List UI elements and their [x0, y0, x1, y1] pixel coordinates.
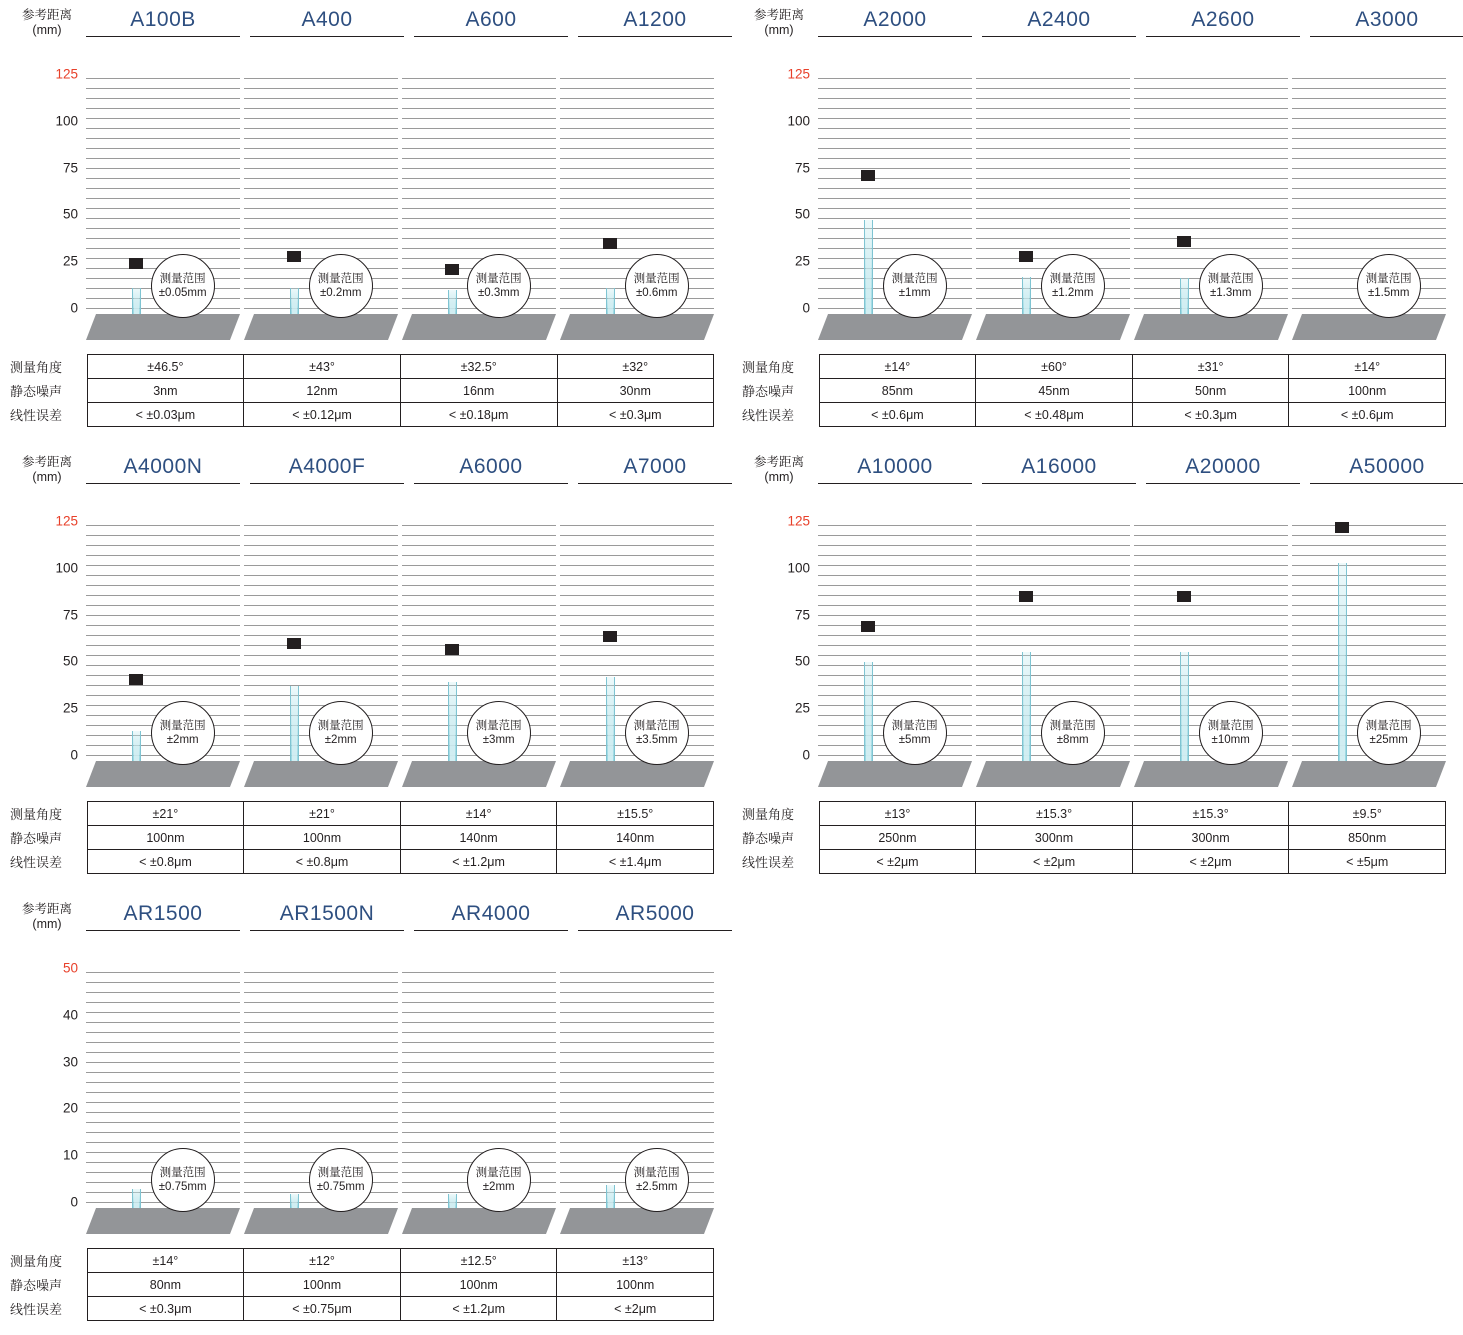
bubble-value: ±0.2mm — [319, 287, 362, 299]
spec-row-noise — [8, 1273, 714, 1297]
spec-value-linearity-A1200: < ±0.3μm — [557, 403, 714, 427]
spec-row-linearity — [740, 850, 1446, 874]
spec-value-noise-A6000: 140nm — [400, 826, 557, 850]
y-tick-50: 50 — [794, 206, 810, 222]
y-tick-100: 100 — [787, 113, 810, 129]
header-separator — [240, 902, 250, 931]
y-tick-50: 50 — [62, 653, 78, 669]
ground-plane — [86, 314, 240, 340]
y-axis-title-line1: 参考距离 — [21, 455, 72, 469]
spec-row-noise — [8, 826, 714, 850]
target-marker — [861, 170, 875, 181]
y-axis-title-line2: (mm) — [764, 23, 794, 37]
bubble-value: ±2mm — [324, 734, 357, 746]
spec-value-linearity-A2000: < ±0.6μm — [819, 403, 976, 427]
header-separator — [240, 8, 250, 37]
spec-label-noise: 静态噪声 — [742, 831, 795, 846]
spec-value-angle-A10000: ±13° — [819, 802, 976, 826]
range-bubble-AR1500 — [151, 1148, 215, 1212]
header-separator — [1136, 8, 1146, 37]
spec-value-noise-A50000: 850nm — [1289, 826, 1446, 850]
model-name-AR4000: AR4000 — [414, 902, 568, 931]
y-tick-30: 30 — [62, 1054, 78, 1070]
header-separator — [404, 8, 414, 37]
spec-label-noise: 静态噪声 — [10, 1278, 63, 1293]
model-name-A1200: A1200 — [578, 8, 732, 37]
bubble-value: ±1.2mm — [1051, 287, 1094, 299]
spec-label-noise: 静态噪声 — [10, 831, 63, 846]
target-marker — [1019, 251, 1033, 262]
spec-value-angle-A2600: ±31° — [1132, 355, 1289, 379]
bubble-title: 测量范围 — [633, 720, 680, 732]
spec-value-noise-A600: 16nm — [400, 379, 557, 403]
header-separator — [568, 902, 578, 931]
y-axis-title — [8, 902, 86, 932]
bubble-value: ±0.6mm — [635, 287, 678, 299]
spec-value-noise-A20000: 300nm — [1132, 826, 1289, 850]
bubble-title: 测量范围 — [475, 720, 522, 732]
y-tick-25: 25 — [62, 700, 78, 716]
spec-value-linearity-A20000: < ±2μm — [1132, 850, 1289, 874]
y-tick-50: 50 — [794, 653, 810, 669]
model-name-AR5000: AR5000 — [578, 902, 732, 931]
spec-row-angle — [8, 802, 714, 826]
spec-row-angle — [740, 355, 1446, 379]
target-marker — [287, 638, 301, 649]
ground-plane — [976, 761, 1130, 787]
bubble-value: ±1.3mm — [1209, 287, 1252, 299]
spec-label-noise: 静态噪声 — [742, 384, 795, 399]
y-tick-125: 125 — [787, 66, 810, 82]
measurement-beam — [290, 288, 299, 314]
spec-value-angle-A4000F: ±21° — [244, 802, 401, 826]
target-marker — [1177, 236, 1191, 247]
spec-value-angle-A1200: ±32° — [557, 355, 714, 379]
spec-value-noise-A4000N: 100nm — [87, 826, 244, 850]
y-axis-ticks — [740, 513, 810, 787]
header-separator — [1300, 455, 1310, 484]
bubble-value: ±8mm — [1056, 734, 1089, 746]
spec-value-angle-AR5000: ±13° — [557, 1249, 714, 1273]
y-tick-0: 0 — [70, 1194, 78, 1210]
spec-row-linearity — [740, 403, 1446, 427]
y-axis-title — [8, 8, 86, 38]
measurement-beam — [606, 677, 615, 761]
measurement-beam — [1180, 652, 1189, 761]
y-tick-25: 25 — [794, 700, 810, 716]
spec-value-angle-AR1500N: ±12° — [244, 1249, 401, 1273]
target-marker — [1177, 591, 1191, 602]
measurement-beam — [448, 290, 457, 314]
spec-value-noise-A3000: 100nm — [1289, 379, 1446, 403]
target-marker — [603, 238, 617, 249]
model-header-row — [86, 902, 732, 931]
spec-value-angle-A4000N: ±21° — [87, 802, 244, 826]
ground-plane — [818, 314, 972, 340]
spec-value-linearity-A4000F: < ±0.8μm — [244, 850, 401, 874]
spec-value-linearity-A6000: < ±1.2μm — [400, 850, 557, 874]
spec-label-angle: 测量角度 — [742, 807, 795, 822]
bubble-title: 测量范围 — [475, 1167, 522, 1179]
spec-value-linearity-A400: < ±0.12μm — [244, 403, 401, 427]
bubble-title: 测量范围 — [1207, 273, 1254, 285]
ground-plane — [244, 1208, 398, 1234]
range-bubble-A6000 — [467, 701, 531, 765]
model-header-row — [86, 8, 732, 37]
y-tick-100: 100 — [55, 560, 78, 576]
y-tick-75: 75 — [62, 607, 78, 623]
measurement-beam — [864, 220, 873, 314]
y-tick-25: 25 — [62, 253, 78, 269]
range-bubble-A3000 — [1357, 254, 1421, 318]
ground-plane — [560, 314, 714, 340]
spec-row-angle — [8, 1249, 714, 1273]
model-name-A600: A600 — [414, 8, 568, 37]
spec-table — [8, 801, 714, 874]
spec-label-linearity: 线性误差 — [10, 1302, 63, 1317]
spec-label-angle: 测量角度 — [10, 1254, 63, 1269]
measurement-beam — [1180, 278, 1189, 314]
model-name-AR1500N: AR1500N — [250, 902, 404, 931]
measurement-beam — [606, 288, 615, 314]
bubble-title: 测量范围 — [159, 1167, 206, 1179]
spec-value-noise-AR1500: 80nm — [87, 1273, 244, 1297]
model-name-AR1500: AR1500 — [86, 902, 240, 931]
spec-value-angle-A50000: ±9.5° — [1289, 802, 1446, 826]
y-axis-title-line1: 参考距离 — [21, 8, 72, 22]
spec-value-noise-AR5000: 100nm — [557, 1273, 714, 1297]
y-tick-125: 125 — [787, 513, 810, 529]
y-tick-0: 0 — [70, 747, 78, 763]
ground-plane — [402, 314, 556, 340]
ground-plane — [402, 761, 556, 787]
target-marker — [603, 631, 617, 642]
measurement-beam — [132, 1189, 141, 1208]
spec-value-noise-A2000: 85nm — [819, 379, 976, 403]
spec-value-linearity-A16000: < ±2μm — [976, 850, 1133, 874]
range-bubble-A100B — [151, 254, 215, 318]
spec-label-linearity: 线性误差 — [742, 408, 795, 423]
y-axis-title — [8, 455, 86, 485]
model-name-A2400: A2400 — [982, 8, 1136, 37]
header-separator — [972, 455, 982, 484]
bubble-value: ±0.3mm — [477, 287, 520, 299]
spec-value-linearity-A4000N: < ±0.8μm — [87, 850, 244, 874]
range-bubble-A16000 — [1041, 701, 1105, 765]
range-bubble-AR5000 — [625, 1148, 689, 1212]
y-axis-ticks — [8, 960, 78, 1234]
range-bubble-A20000 — [1199, 701, 1263, 765]
spec-label-linearity: 线性误差 — [10, 855, 63, 870]
y-tick-125: 125 — [55, 66, 78, 82]
header-separator — [568, 8, 578, 37]
model-name-A4000F: A4000F — [250, 455, 404, 484]
spec-value-noise-A16000: 300nm — [976, 826, 1133, 850]
spec-row-angle — [740, 802, 1446, 826]
spec-value-noise-A100B: 3nm — [87, 379, 244, 403]
bubble-title: 测量范围 — [317, 273, 364, 285]
ground-plane — [1292, 314, 1446, 340]
model-name-A7000: A7000 — [578, 455, 732, 484]
measurement-beam — [132, 731, 141, 761]
spec-value-linearity-AR1500N: < ±0.75μm — [244, 1297, 401, 1321]
y-tick-0: 0 — [802, 747, 810, 763]
model-header-row — [818, 8, 1463, 37]
bubble-title: 测量范围 — [1365, 273, 1412, 285]
spec-label-noise: 静态噪声 — [10, 384, 63, 399]
y-axis-title — [740, 455, 818, 485]
bubble-value: ±2mm — [482, 1181, 515, 1193]
measurement-beam — [1022, 652, 1031, 761]
ground-plane — [560, 761, 714, 787]
model-name-A100B: A100B — [86, 8, 240, 37]
spec-value-angle-A3000: ±14° — [1289, 355, 1446, 379]
y-tick-10: 10 — [62, 1147, 78, 1163]
y-axis-title-line1: 参考距离 — [21, 902, 72, 916]
range-bubble-A2000 — [883, 254, 947, 318]
spec-table — [740, 354, 1446, 427]
y-axis-ticks — [740, 66, 810, 340]
spec-label-angle: 测量角度 — [10, 360, 63, 375]
range-bubble-A600 — [467, 254, 531, 318]
spec-value-angle-A20000: ±15.3° — [1132, 802, 1289, 826]
model-name-A400: A400 — [250, 8, 404, 37]
spec-value-angle-A7000: ±15.5° — [557, 802, 714, 826]
y-tick-100: 100 — [55, 113, 78, 129]
header-separator — [972, 8, 982, 37]
model-name-A20000: A20000 — [1146, 455, 1300, 484]
ground-plane — [976, 314, 1130, 340]
measurement-beam — [132, 288, 141, 314]
y-axis-ticks — [8, 66, 78, 340]
bubble-title: 测量范围 — [1049, 273, 1096, 285]
measurement-beam — [448, 1194, 457, 1208]
bubble-value: ±25mm — [1369, 734, 1408, 746]
bubble-title: 测量范围 — [1049, 720, 1096, 732]
target-marker — [287, 251, 301, 262]
spec-value-noise-AR1500N: 100nm — [244, 1273, 401, 1297]
model-header-row — [818, 455, 1463, 484]
spec-table — [8, 354, 714, 427]
model-name-A16000: A16000 — [982, 455, 1136, 484]
target-marker — [1335, 522, 1349, 533]
spec-value-angle-A100B: ±46.5° — [87, 355, 244, 379]
range-bubble-A2600 — [1199, 254, 1263, 318]
spec-value-linearity-AR5000: < ±2μm — [557, 1297, 714, 1321]
model-name-A50000: A50000 — [1310, 455, 1463, 484]
spec-value-noise-A400: 12nm — [244, 379, 401, 403]
bubble-value: ±3.5mm — [635, 734, 678, 746]
measurement-beam — [448, 682, 457, 761]
model-header-row — [86, 455, 732, 484]
y-axis-ticks — [8, 513, 78, 787]
ground-plane — [560, 1208, 714, 1234]
spec-value-noise-AR4000: 100nm — [400, 1273, 557, 1297]
ground-plane — [244, 314, 398, 340]
range-bubble-A50000 — [1357, 701, 1421, 765]
bubble-value: ±5mm — [898, 734, 931, 746]
target-marker — [445, 644, 459, 655]
spec-value-angle-A400: ±43° — [244, 355, 401, 379]
header-separator — [240, 455, 250, 484]
model-name-A4000N: A4000N — [86, 455, 240, 484]
spec-row-linearity — [8, 403, 714, 427]
bubble-value: ±3mm — [482, 734, 515, 746]
bubble-title: 测量范围 — [891, 273, 938, 285]
bubble-value: ±1mm — [898, 287, 931, 299]
spec-row-noise — [740, 379, 1446, 403]
range-bubble-A4000F — [309, 701, 373, 765]
bubble-title: 测量范围 — [475, 273, 522, 285]
ground-plane — [1134, 761, 1288, 787]
spec-value-angle-AR1500: ±14° — [87, 1249, 244, 1273]
ground-plane — [86, 1208, 240, 1234]
bubble-title: 测量范围 — [317, 1167, 364, 1179]
spec-value-linearity-AR1500: < ±0.3μm — [87, 1297, 244, 1321]
spec-value-noise-A4000F: 100nm — [244, 826, 401, 850]
model-name-A3000: A3000 — [1310, 8, 1463, 37]
header-separator — [404, 455, 414, 484]
spec-value-noise-A2400: 45nm — [976, 379, 1133, 403]
range-bubble-A1200 — [625, 254, 689, 318]
target-marker — [1019, 591, 1033, 602]
spec-label-angle: 测量角度 — [10, 807, 63, 822]
y-tick-25: 25 — [794, 253, 810, 269]
y-axis-title-line2: (mm) — [764, 470, 794, 484]
y-tick-50: 50 — [62, 206, 78, 222]
y-tick-0: 0 — [802, 300, 810, 316]
header-separator — [568, 455, 578, 484]
spec-row-angle — [8, 355, 714, 379]
model-name-A2600: A2600 — [1146, 8, 1300, 37]
y-tick-0: 0 — [70, 300, 78, 316]
model-name-A10000: A10000 — [818, 455, 972, 484]
spec-value-noise-A10000: 250nm — [819, 826, 976, 850]
y-axis-title-line2: (mm) — [32, 470, 62, 484]
ground-plane — [1292, 761, 1446, 787]
y-axis-title-line2: (mm) — [32, 23, 62, 37]
bubble-title: 测量范围 — [159, 273, 206, 285]
ground-plane — [86, 761, 240, 787]
spec-value-noise-A1200: 30nm — [557, 379, 714, 403]
range-bubble-A4000N — [151, 701, 215, 765]
target-marker — [861, 621, 875, 632]
spec-label-linearity: 线性误差 — [742, 855, 795, 870]
spec-row-noise — [8, 379, 714, 403]
bubble-title: 测量范围 — [633, 1167, 680, 1179]
spec-value-angle-A16000: ±15.3° — [976, 802, 1133, 826]
range-bubble-AR1500N — [309, 1148, 373, 1212]
measurement-beam — [864, 662, 873, 761]
y-axis-title — [740, 8, 818, 38]
range-bubble-A400 — [309, 254, 373, 318]
spec-label-angle: 测量角度 — [742, 360, 795, 375]
spec-value-noise-A2600: 50nm — [1132, 379, 1289, 403]
range-bubble-A10000 — [883, 701, 947, 765]
bubble-title: 测量范围 — [317, 720, 364, 732]
y-tick-75: 75 — [794, 607, 810, 623]
range-bubble-A2400 — [1041, 254, 1105, 318]
bubble-value: ±0.75mm — [316, 1181, 365, 1193]
ground-plane — [244, 761, 398, 787]
target-marker — [445, 264, 459, 275]
spec-value-angle-A2000: ±14° — [819, 355, 976, 379]
target-marker — [129, 674, 143, 685]
y-axis-title-line2: (mm) — [32, 917, 62, 931]
spec-value-linearity-A100B: < ±0.03μm — [87, 403, 244, 427]
target-marker — [129, 258, 143, 269]
spec-value-linearity-A50000: < ±5μm — [1289, 850, 1446, 874]
spec-row-linearity — [8, 1297, 714, 1321]
y-tick-100: 100 — [787, 560, 810, 576]
measurement-beam — [290, 1194, 299, 1208]
range-bubble-AR4000 — [467, 1148, 531, 1212]
spec-value-angle-AR4000: ±12.5° — [400, 1249, 557, 1273]
ground-plane — [1134, 314, 1288, 340]
spec-value-linearity-A2400: < ±0.48μm — [976, 403, 1133, 427]
spec-value-noise-A7000: 140nm — [557, 826, 714, 850]
spec-value-linearity-A3000: < ±0.6μm — [1289, 403, 1446, 427]
spec-table — [740, 801, 1446, 874]
bubble-value: ±0.75mm — [158, 1181, 207, 1193]
spec-value-linearity-A2600: < ±0.3μm — [1132, 403, 1289, 427]
bubble-value: ±0.05mm — [158, 287, 207, 299]
ground-plane — [818, 761, 972, 787]
bubble-value: ±2.5mm — [635, 1181, 678, 1193]
model-name-A6000: A6000 — [414, 455, 568, 484]
measurement-beam — [290, 686, 299, 761]
measurement-beam — [606, 1185, 615, 1208]
model-name-A2000: A2000 — [818, 8, 972, 37]
measurement-beam — [1022, 277, 1031, 314]
bubble-title: 测量范围 — [159, 720, 206, 732]
spec-row-noise — [740, 826, 1446, 850]
spec-value-linearity-A10000: < ±2μm — [819, 850, 976, 874]
bubble-title: 测量范围 — [891, 720, 938, 732]
y-axis-title-line1: 参考距离 — [753, 455, 804, 469]
spec-row-linearity — [8, 850, 714, 874]
header-separator — [1300, 8, 1310, 37]
bubble-value: ±1.5mm — [1367, 287, 1410, 299]
ground-plane — [402, 1208, 556, 1234]
bubble-title: 测量范围 — [1365, 720, 1412, 732]
spec-label-linearity: 线性误差 — [10, 408, 63, 423]
y-tick-50: 50 — [62, 960, 78, 976]
spec-value-linearity-A600: < ±0.18μm — [400, 403, 557, 427]
bubble-title: 测量范围 — [1207, 720, 1254, 732]
bubble-title: 测量范围 — [633, 273, 680, 285]
header-separator — [404, 902, 414, 931]
header-separator — [1136, 455, 1146, 484]
y-tick-40: 40 — [62, 1007, 78, 1023]
spec-value-linearity-AR4000: < ±1.2μm — [400, 1297, 557, 1321]
spec-value-angle-A6000: ±14° — [400, 802, 557, 826]
bubble-value: ±2mm — [166, 734, 199, 746]
range-bubble-A7000 — [625, 701, 689, 765]
measurement-beam — [1338, 563, 1347, 761]
spec-value-angle-A600: ±32.5° — [400, 355, 557, 379]
spec-value-angle-A2400: ±60° — [976, 355, 1133, 379]
spec-table — [8, 1248, 714, 1321]
y-tick-75: 75 — [62, 160, 78, 176]
spec-value-linearity-A7000: < ±1.4μm — [557, 850, 714, 874]
bubble-value: ±10mm — [1211, 734, 1250, 746]
y-tick-20: 20 — [62, 1100, 78, 1116]
y-axis-title-line1: 参考距离 — [753, 8, 804, 22]
y-tick-125: 125 — [55, 513, 78, 529]
y-tick-75: 75 — [794, 160, 810, 176]
